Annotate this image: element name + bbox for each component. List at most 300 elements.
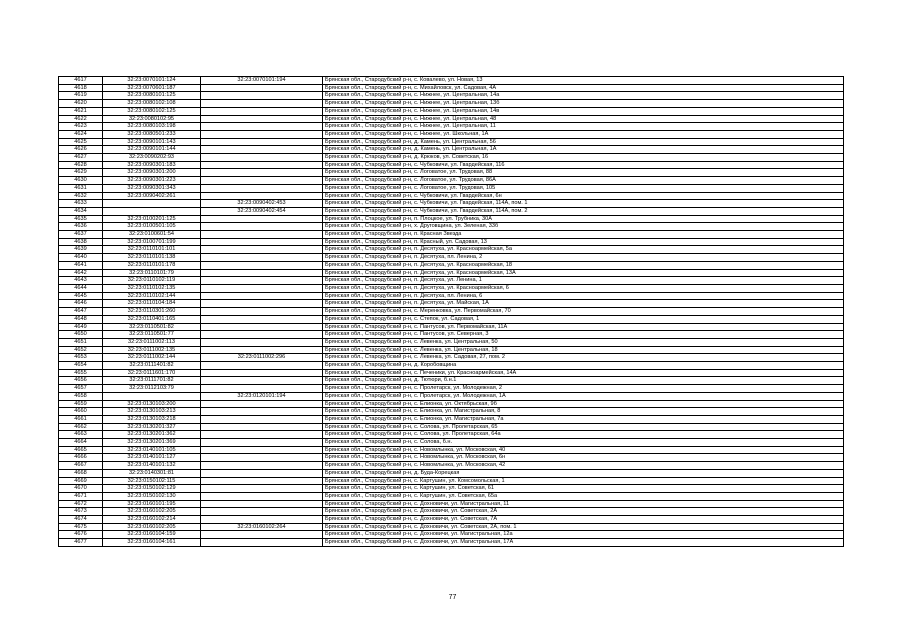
row-number-cell: 4640: [59, 254, 103, 262]
address-cell: Брянская обл., Стародубский р-н, с. Нижнее, ул. Центральная, 14в: [323, 107, 844, 115]
cadastral-number-cell: 32:23:0080102:95: [103, 115, 201, 123]
address-cell: Брянская обл., Стародубский р-н, с. Нижнее, ул. Центральная, 14а: [323, 92, 844, 100]
parent-cadastral-number-cell: [201, 231, 323, 239]
address-cell: Брянская обл., Стародубский р-н, с. Нижнее, ул. Центральная, 48: [323, 115, 844, 123]
row-number-cell: 4621: [59, 107, 103, 115]
parent-cadastral-number-cell: [201, 161, 323, 169]
table-row: [59, 492, 844, 500]
cadastral-number-cell: [103, 392, 201, 400]
address-cell: Брянская обл., Стародубский р-н, п. Плоцкое, ул. Трубника, 30А: [323, 215, 844, 223]
parent-cadastral-number-cell: [201, 277, 323, 285]
address-cell: Брянская обл., Стародубский р-н, с. Чубковичи, ул. Гвардейская, 116: [323, 161, 844, 169]
table-row: [59, 138, 844, 146]
parent-cadastral-number-cell: [201, 346, 323, 354]
address-cell: Брянская обл., Стародубский р-н, п. Красный, ул. Садовая, 13: [323, 238, 844, 246]
row-number-cell: 4676: [59, 531, 103, 539]
row-number-cell: 4654: [59, 362, 103, 370]
address-cell: Брянская обл., Стародубский р-н, с. Левенка, ул. Садовая, 27, пом. 2: [323, 354, 844, 362]
cadastral-number-cell: [103, 200, 201, 208]
cadastral-number-cell: 32:23:0090402:261: [103, 192, 201, 200]
parent-cadastral-number-cell: [201, 539, 323, 547]
parent-cadastral-number-cell: [201, 446, 323, 454]
cadastral-number-cell: 32:23:0090301:343: [103, 184, 201, 192]
parent-cadastral-number-cell: [201, 431, 323, 439]
parent-cadastral-number-cell: [201, 439, 323, 447]
table-row: [59, 346, 844, 354]
address-cell: Брянская обл., Стародубский р-н, с. Чубковичи, ул. Гвардейская, 114А, пом. 2: [323, 207, 844, 215]
row-number-cell: 4626: [59, 146, 103, 154]
cadastral-number-cell: 32:23:0110102:119: [103, 277, 201, 285]
parent-cadastral-number-cell: [201, 215, 323, 223]
row-number-cell: 4666: [59, 454, 103, 462]
cadastral-number-cell: 32:23:0150102:130: [103, 492, 201, 500]
parent-cadastral-number-cell: [201, 369, 323, 377]
address-cell: Брянская обл., Стародубский р-н, с. Левенка, ул. Центральная, 50: [323, 338, 844, 346]
row-number-cell: 4673: [59, 508, 103, 516]
table-row: [59, 400, 844, 408]
address-cell: Брянская обл., Стародубский р-н, с. Дохновичи, ул. Магистральная, 12а: [323, 531, 844, 539]
table-row: [59, 531, 844, 539]
row-number-cell: 4624: [59, 130, 103, 138]
table-row: [59, 439, 844, 447]
cadastral-number-cell: 32:23:0130103:200: [103, 400, 201, 408]
row-number-cell: 4665: [59, 446, 103, 454]
cadastral-number-cell: 32:23:0100201:125: [103, 215, 201, 223]
parent-cadastral-number-cell: [201, 315, 323, 323]
table-row: [59, 107, 844, 115]
row-number-cell: 4659: [59, 400, 103, 408]
row-number-cell: 4677: [59, 539, 103, 547]
address-cell: Брянская обл., Стародубский р-н, д. Коробовщина: [323, 362, 844, 370]
parent-cadastral-number-cell: [201, 492, 323, 500]
parent-cadastral-number-cell: [201, 146, 323, 154]
row-number-cell: 4649: [59, 323, 103, 331]
table-row: [59, 284, 844, 292]
parent-cadastral-number-cell: [201, 377, 323, 385]
table-row: [59, 315, 844, 323]
address-cell: Брянская обл., Стародубский р-н, п. Десятуха, пл. Ленина, 6: [323, 292, 844, 300]
parent-cadastral-number-cell: [201, 269, 323, 277]
address-cell: Брянская обл., Стародубский р-н, с. Логоватое, ул. Трудовая, 86А: [323, 177, 844, 185]
cadastral-number-cell: 32:23:0150102:129: [103, 485, 201, 493]
cadastral-number-cell: 32:23:0130201:327: [103, 423, 201, 431]
address-cell: Брянская обл., Стародубский р-н, с. Печеники, ул. Красноармейская, 14А: [323, 369, 844, 377]
parent-cadastral-number-cell: [201, 385, 323, 393]
address-cell: Брянская обл., Стародубский р-н, д. Камень, ул. Центральная, 1А: [323, 146, 844, 154]
address-cell: Брянская обл., Стародубский р-н, с. Меренковка, ул. Первомайская, 70: [323, 308, 844, 316]
row-number-cell: 4620: [59, 100, 103, 108]
parent-cadastral-number-cell: [201, 184, 323, 192]
row-number-cell: 4642: [59, 269, 103, 277]
cadastral-number-cell: 32:23:0140101:132: [103, 462, 201, 470]
cadastral-number-cell: 32:23:0130103:218: [103, 415, 201, 423]
row-number-cell: 4643: [59, 277, 103, 285]
parent-cadastral-number-cell: [201, 154, 323, 162]
cadastral-number-cell: 32:23:0160102:205: [103, 523, 201, 531]
address-cell: Брянская обл., Стародубский р-н, д. Камень, ул. Центральная, 56: [323, 138, 844, 146]
address-cell: Брянская обл., Стародубский р-н, с. Солова, ул. Пролетарская, 65: [323, 423, 844, 431]
address-cell: Брянская обл., Стародубский р-н, с. Чубковичи, ул. Гвардейская, 114А, пом. 1: [323, 200, 844, 208]
row-number-cell: 4631: [59, 184, 103, 192]
parent-cadastral-number-cell: [201, 192, 323, 200]
cadastral-number-cell: 32:23:0080501:233: [103, 130, 201, 138]
table-row: [59, 362, 844, 370]
row-number-cell: 4669: [59, 477, 103, 485]
parent-cadastral-number-cell: [201, 408, 323, 416]
row-number-cell: 4647: [59, 308, 103, 316]
cadastral-number-cell: 32:23:0160102:214: [103, 516, 201, 524]
address-cell: Брянская обл., Стародубский р-н, с. Чубковичи, ул. Гвардейская, 6н: [323, 192, 844, 200]
address-cell: Брянская обл., Стародубский р-н, с. Новомлынка, ул. Московская, 40: [323, 446, 844, 454]
table-row: [59, 215, 844, 223]
table-row: [59, 77, 844, 85]
row-number-cell: 4668: [59, 469, 103, 477]
parent-cadastral-number-cell: [201, 138, 323, 146]
parent-cadastral-number-cell: [201, 284, 323, 292]
address-cell: Брянская обл., Стародубский р-н, с. Пантусов, ул. Первомайская, 11А: [323, 323, 844, 331]
row-number-cell: 4638: [59, 238, 103, 246]
row-number-cell: 4648: [59, 315, 103, 323]
address-cell: Брянская обл., Стародубский р-н, с. Логоватое, ул. Трудовая, 105: [323, 184, 844, 192]
table-row: [59, 146, 844, 154]
parent-cadastral-number-cell: [201, 338, 323, 346]
table-row: [59, 161, 844, 169]
table-row: [59, 369, 844, 377]
row-number-cell: 4667: [59, 462, 103, 470]
row-number-cell: 4660: [59, 408, 103, 416]
table-row: [59, 123, 844, 131]
cadastral-number-cell: 32:23:0130201:362: [103, 431, 201, 439]
table-row: [59, 377, 844, 385]
parent-cadastral-number-cell: [201, 516, 323, 524]
parent-cadastral-number-cell: [201, 100, 323, 108]
cadastral-number-cell: 32:23:0112103:79: [103, 385, 201, 393]
parent-cadastral-number-cell: [201, 246, 323, 254]
row-number-cell: 4627: [59, 154, 103, 162]
parent-cadastral-number-cell: [201, 308, 323, 316]
parent-cadastral-number-cell: 32:23:0120101:194: [201, 392, 323, 400]
address-cell: Брянская обл., Стародубский р-н, п. Десятуха, ул. Красноармейская, 13А: [323, 269, 844, 277]
table-row: [59, 446, 844, 454]
table-row: [59, 277, 844, 285]
table-row: [59, 300, 844, 308]
address-cell: Брянская обл., Стародубский р-н, д. Крюков, ул. Советская, 16: [323, 154, 844, 162]
address-cell: Брянская обл., Стародубский р-н, с. Новомлынка, ул. Московская, 42: [323, 462, 844, 470]
table-row: [59, 169, 844, 177]
cadastral-number-cell: 32:23:0110101:138: [103, 254, 201, 262]
row-number-cell: 4651: [59, 338, 103, 346]
cadastral-number-cell: 32:23:0110501:77: [103, 331, 201, 339]
address-cell: Брянская обл., Стародубский р-н, с. Дохновичи, ул. Советская, 2А, пом. 1: [323, 523, 844, 531]
row-number-cell: 4652: [59, 346, 103, 354]
table-row: [59, 154, 844, 162]
address-cell: Брянская обл., Стародубский р-н, п. Десятуха, ул. Ленина, 1: [323, 277, 844, 285]
table-row: [59, 385, 844, 393]
row-number-cell: 4623: [59, 123, 103, 131]
address-cell: Брянская обл., Стародубский р-н, п. Десятуха, ул. Красноармейская, 6: [323, 284, 844, 292]
parent-cadastral-number-cell: 32:23:0090402:454: [201, 207, 323, 215]
parent-cadastral-number-cell: [201, 92, 323, 100]
table-row: [59, 539, 844, 547]
cadastral-number-cell: 32:23:0140101:127: [103, 454, 201, 462]
row-number-cell: 4670: [59, 485, 103, 493]
parent-cadastral-number-cell: [201, 531, 323, 539]
parent-cadastral-number-cell: [201, 500, 323, 508]
cadastral-number-cell: 32:23:0160104:159: [103, 531, 201, 539]
table-row: [59, 485, 844, 493]
address-cell: Брянская обл., Стародубский р-н, с. Елионка, ул. Октябрьская, 9б: [323, 400, 844, 408]
table-row: [59, 477, 844, 485]
parent-cadastral-number-cell: [201, 177, 323, 185]
row-number-cell: 4639: [59, 246, 103, 254]
cadastral-number-cell: 32:23:0110104:184: [103, 300, 201, 308]
row-number-cell: 4629: [59, 169, 103, 177]
table-row: [59, 338, 844, 346]
cadastral-number-cell: 32:23:0160104:161: [103, 539, 201, 547]
cadastral-number-cell: 32:23:0100601:54: [103, 231, 201, 239]
table-row: [59, 292, 844, 300]
row-number-cell: 4653: [59, 354, 103, 362]
row-number-cell: 4645: [59, 292, 103, 300]
parent-cadastral-number-cell: [201, 423, 323, 431]
registry-table: [58, 76, 844, 547]
cadastral-number-cell: 32:23:0100501:105: [103, 223, 201, 231]
address-cell: Брянская обл., Стародубский р-н, с. Дохновичи, ул. Советская, 2А: [323, 508, 844, 516]
parent-cadastral-number-cell: [201, 362, 323, 370]
address-cell: Брянская обл., Стародубский р-н, с. Нижнее, ул. Школьная, 1А: [323, 130, 844, 138]
cadastral-number-cell: 32:23:0110401:165: [103, 315, 201, 323]
table-row: [59, 223, 844, 231]
row-number-cell: 4644: [59, 284, 103, 292]
address-cell: Брянская обл., Стародубский р-н, с. Михайловск, ул. Садовая, 4А: [323, 84, 844, 92]
row-number-cell: 4656: [59, 377, 103, 385]
row-number-cell: 4662: [59, 423, 103, 431]
parent-cadastral-number-cell: 32:23:0160102:264: [201, 523, 323, 531]
cadastral-number-cell: 32:23:0111701:82: [103, 377, 201, 385]
parent-cadastral-number-cell: [201, 84, 323, 92]
cadastral-number-cell: 32:23:0111002:135: [103, 346, 201, 354]
cadastral-number-cell: 32:23:0140301:81: [103, 469, 201, 477]
parent-cadastral-number-cell: [201, 107, 323, 115]
row-number-cell: 4655: [59, 369, 103, 377]
row-number-cell: 4657: [59, 385, 103, 393]
row-number-cell: 4633: [59, 200, 103, 208]
address-cell: Брянская обл., Стародубский р-н, х. Друговщина, ул. Зеленая, 33б: [323, 223, 844, 231]
address-cell: Брянская обл., Стародубский р-н, с. Логоватое, ул. Трудовая, 88: [323, 169, 844, 177]
cadastral-number-cell: 32:23:0080101:125: [103, 92, 201, 100]
address-cell: Брянская обл., Стародубский р-н, п. Десятуха, пл. Ленина, 2: [323, 254, 844, 262]
parent-cadastral-number-cell: [201, 223, 323, 231]
table-row: [59, 269, 844, 277]
row-number-cell: 4619: [59, 92, 103, 100]
cadastral-number-cell: 32:23:0110102:135: [103, 284, 201, 292]
address-cell: Брянская обл., Стародубский р-н, с. Степок, ул. Садовая, 1: [323, 315, 844, 323]
page-number: 77: [448, 594, 457, 601]
table-row: [59, 200, 844, 208]
address-cell: Брянская обл., Стародубский р-н, с. Солова, б.н.: [323, 439, 844, 447]
row-number-cell: 4630: [59, 177, 103, 185]
cadastral-number-cell: 32:23:0110101:101: [103, 246, 201, 254]
cadastral-number-cell: 32:23:0111601:170: [103, 369, 201, 377]
row-number-cell: 4650: [59, 331, 103, 339]
cadastral-number-cell: 32:23:0090101:143: [103, 138, 201, 146]
cadastral-number-cell: 32:23:0090202:93: [103, 154, 201, 162]
cadastral-number-cell: 32:23:0110102:144: [103, 292, 201, 300]
row-number-cell: 4636: [59, 223, 103, 231]
parent-cadastral-number-cell: [201, 331, 323, 339]
address-cell: Брянская обл., Стародубский р-н, с. Пантусов, ул. Северная, 3: [323, 331, 844, 339]
parent-cadastral-number-cell: [201, 169, 323, 177]
address-cell: Брянская обл., Стародубский р-н, с. Пролетарск, ул. Молодежная, 2: [323, 385, 844, 393]
table-row: [59, 207, 844, 215]
parent-cadastral-number-cell: [201, 292, 323, 300]
row-number-cell: 4632: [59, 192, 103, 200]
parent-cadastral-number-cell: [201, 454, 323, 462]
address-cell: Брянская обл., Стародубский р-н, с. Елионка, ул. Магистральная, 7а: [323, 415, 844, 423]
address-cell: Брянская обл., Стародубский р-н, п. Десятуха, ул. Красноармейская, 18: [323, 261, 844, 269]
row-number-cell: 4618: [59, 84, 103, 92]
cadastral-number-cell: 32:23:0080102:125: [103, 107, 201, 115]
table-row: [59, 354, 844, 362]
table-row: [59, 84, 844, 92]
address-cell: Брянская обл., Стародубский р-н, с. Нижнее, ул. Центральная, 11: [323, 123, 844, 131]
table-row: [59, 238, 844, 246]
row-number-cell: 4635: [59, 215, 103, 223]
parent-cadastral-number-cell: 32:23:0090402:453: [201, 200, 323, 208]
table-row: [59, 523, 844, 531]
address-cell: Брянская обл., Стародубский р-н, с. Картушин, ул. Советская, 61: [323, 485, 844, 493]
cadastral-number-cell: 32:23:0111401:82: [103, 362, 201, 370]
parent-cadastral-number-cell: 32:23:0111002:296: [201, 354, 323, 362]
table-row: [59, 423, 844, 431]
parent-cadastral-number-cell: [201, 254, 323, 262]
cadastral-number-cell: 32:23:0070101:124: [103, 77, 201, 85]
address-cell: Брянская обл., Стародубский р-н, с. Елионка, ул. Магистральная, 8: [323, 408, 844, 416]
cadastral-number-cell: 32:23:0111002:113: [103, 338, 201, 346]
table-row: [59, 100, 844, 108]
row-number-cell: 4672: [59, 500, 103, 508]
table-row: [59, 392, 844, 400]
cadastral-number-cell: 32:23:0070601:187: [103, 84, 201, 92]
table-row: [59, 431, 844, 439]
address-cell: Брянская обл., Стародубский р-н, д. Буда-Корецкая: [323, 469, 844, 477]
address-cell: Брянская обл., Стародубский р-н, с. Дохновичи, ул. Магистральная, 17А: [323, 539, 844, 547]
table-row: [59, 323, 844, 331]
cadastral-number-cell: 32:23:0110101:178: [103, 261, 201, 269]
address-cell: Брянская обл., Стародубский р-н, с. Картушин, ул. Комсомольская, 1: [323, 477, 844, 485]
row-number-cell: 4622: [59, 115, 103, 123]
registry-table-body: [59, 77, 844, 547]
address-cell: Брянская обл., Стародубский р-н, с. Пролетарск, ул. Молодежная, 1А: [323, 392, 844, 400]
cadastral-number-cell: 32:23:0100701:199: [103, 238, 201, 246]
parent-cadastral-number-cell: [201, 323, 323, 331]
parent-cadastral-number-cell: [201, 415, 323, 423]
row-number-cell: 4675: [59, 523, 103, 531]
parent-cadastral-number-cell: [201, 300, 323, 308]
address-cell: Брянская обл., Стародубский р-н, с. Новомлынка, ул. Московская, 6н: [323, 454, 844, 462]
table-row: [59, 231, 844, 239]
row-number-cell: 4663: [59, 431, 103, 439]
table-row: [59, 246, 844, 254]
cadastral-number-cell: 32:23:0110101:79: [103, 269, 201, 277]
row-number-cell: 4674: [59, 516, 103, 524]
table-row: [59, 508, 844, 516]
parent-cadastral-number-cell: [201, 400, 323, 408]
table-row: [59, 408, 844, 416]
row-number-cell: 4617: [59, 77, 103, 85]
parent-cadastral-number-cell: [201, 238, 323, 246]
table-row: [59, 184, 844, 192]
parent-cadastral-number-cell: [201, 261, 323, 269]
cadastral-number-cell: 32:23:0150102:115: [103, 477, 201, 485]
cadastral-number-cell: 32:23:0090301:200: [103, 169, 201, 177]
table-row: [59, 92, 844, 100]
cadastral-number-cell: 32:23:0130201:369: [103, 439, 201, 447]
parent-cadastral-number-cell: [201, 115, 323, 123]
parent-cadastral-number-cell: 32:23:0070101:194: [201, 77, 323, 85]
table-row: [59, 415, 844, 423]
table-row: [59, 454, 844, 462]
table-row: [59, 516, 844, 524]
row-number-cell: 4628: [59, 161, 103, 169]
address-cell: Брянская обл., Стародубский р-н, п. Десятуха, ул. Майская, 1А: [323, 300, 844, 308]
address-cell: Брянская обл., Стародубский р-н, с. Картушин, ул. Советская, 65а: [323, 492, 844, 500]
address-cell: Брянская обл., Стародубский р-н, с. Дохновичи, ул. Магистральная, 11: [323, 500, 844, 508]
cadastral-number-cell: [103, 207, 201, 215]
cadastral-number-cell: 32:23:0130103:213: [103, 408, 201, 416]
parent-cadastral-number-cell: [201, 508, 323, 516]
cadastral-number-cell: 32:23:0110501:82: [103, 323, 201, 331]
table-row: [59, 177, 844, 185]
parent-cadastral-number-cell: [201, 130, 323, 138]
cadastral-number-cell: 32:23:0110301:260: [103, 308, 201, 316]
row-number-cell: 4625: [59, 138, 103, 146]
cadastral-number-cell: 32:23:0160101:195: [103, 500, 201, 508]
row-number-cell: 4634: [59, 207, 103, 215]
table-row: [59, 469, 844, 477]
cadastral-number-cell: 32:23:0090101:144: [103, 146, 201, 154]
row-number-cell: 4658: [59, 392, 103, 400]
table-row: [59, 308, 844, 316]
table-row: [59, 261, 844, 269]
row-number-cell: 4637: [59, 231, 103, 239]
cadastral-number-cell: 32:23:0140101:105: [103, 446, 201, 454]
address-cell: Брянская обл., Стародубский р-н, с. Левенка, ул. Центральная, 18: [323, 346, 844, 354]
parent-cadastral-number-cell: [201, 123, 323, 131]
cadastral-number-cell: 32:23:0080102:108: [103, 100, 201, 108]
address-cell: Брянская обл., Стародубский р-н, п. Красная Звезда: [323, 231, 844, 239]
cadastral-number-cell: 32:23:0111002:144: [103, 354, 201, 362]
table-row: [59, 331, 844, 339]
parent-cadastral-number-cell: [201, 485, 323, 493]
table-row: [59, 500, 844, 508]
row-number-cell: 4671: [59, 492, 103, 500]
table-row: [59, 462, 844, 470]
table-row: [59, 254, 844, 262]
table-row: [59, 192, 844, 200]
row-number-cell: 4664: [59, 439, 103, 447]
table-row: [59, 130, 844, 138]
parent-cadastral-number-cell: [201, 469, 323, 477]
row-number-cell: 4641: [59, 261, 103, 269]
row-number-cell: 4646: [59, 300, 103, 308]
address-cell: Брянская обл., Стародубский р-н, с. Дохновичи, ул. Советская, 7А: [323, 516, 844, 524]
row-number-cell: 4661: [59, 415, 103, 423]
address-cell: Брянская обл., Стародубский р-н, д. Тютюри, б.н.1: [323, 377, 844, 385]
cadastral-number-cell: 32:23:0160102:205: [103, 508, 201, 516]
address-cell: Брянская обл., Стародубский р-н, с. Ковалево, ул. Новая, 13: [323, 77, 844, 85]
address-cell: Брянская обл., Стародубский р-н, с. Солова, ул. Пролетарская, 64а: [323, 431, 844, 439]
